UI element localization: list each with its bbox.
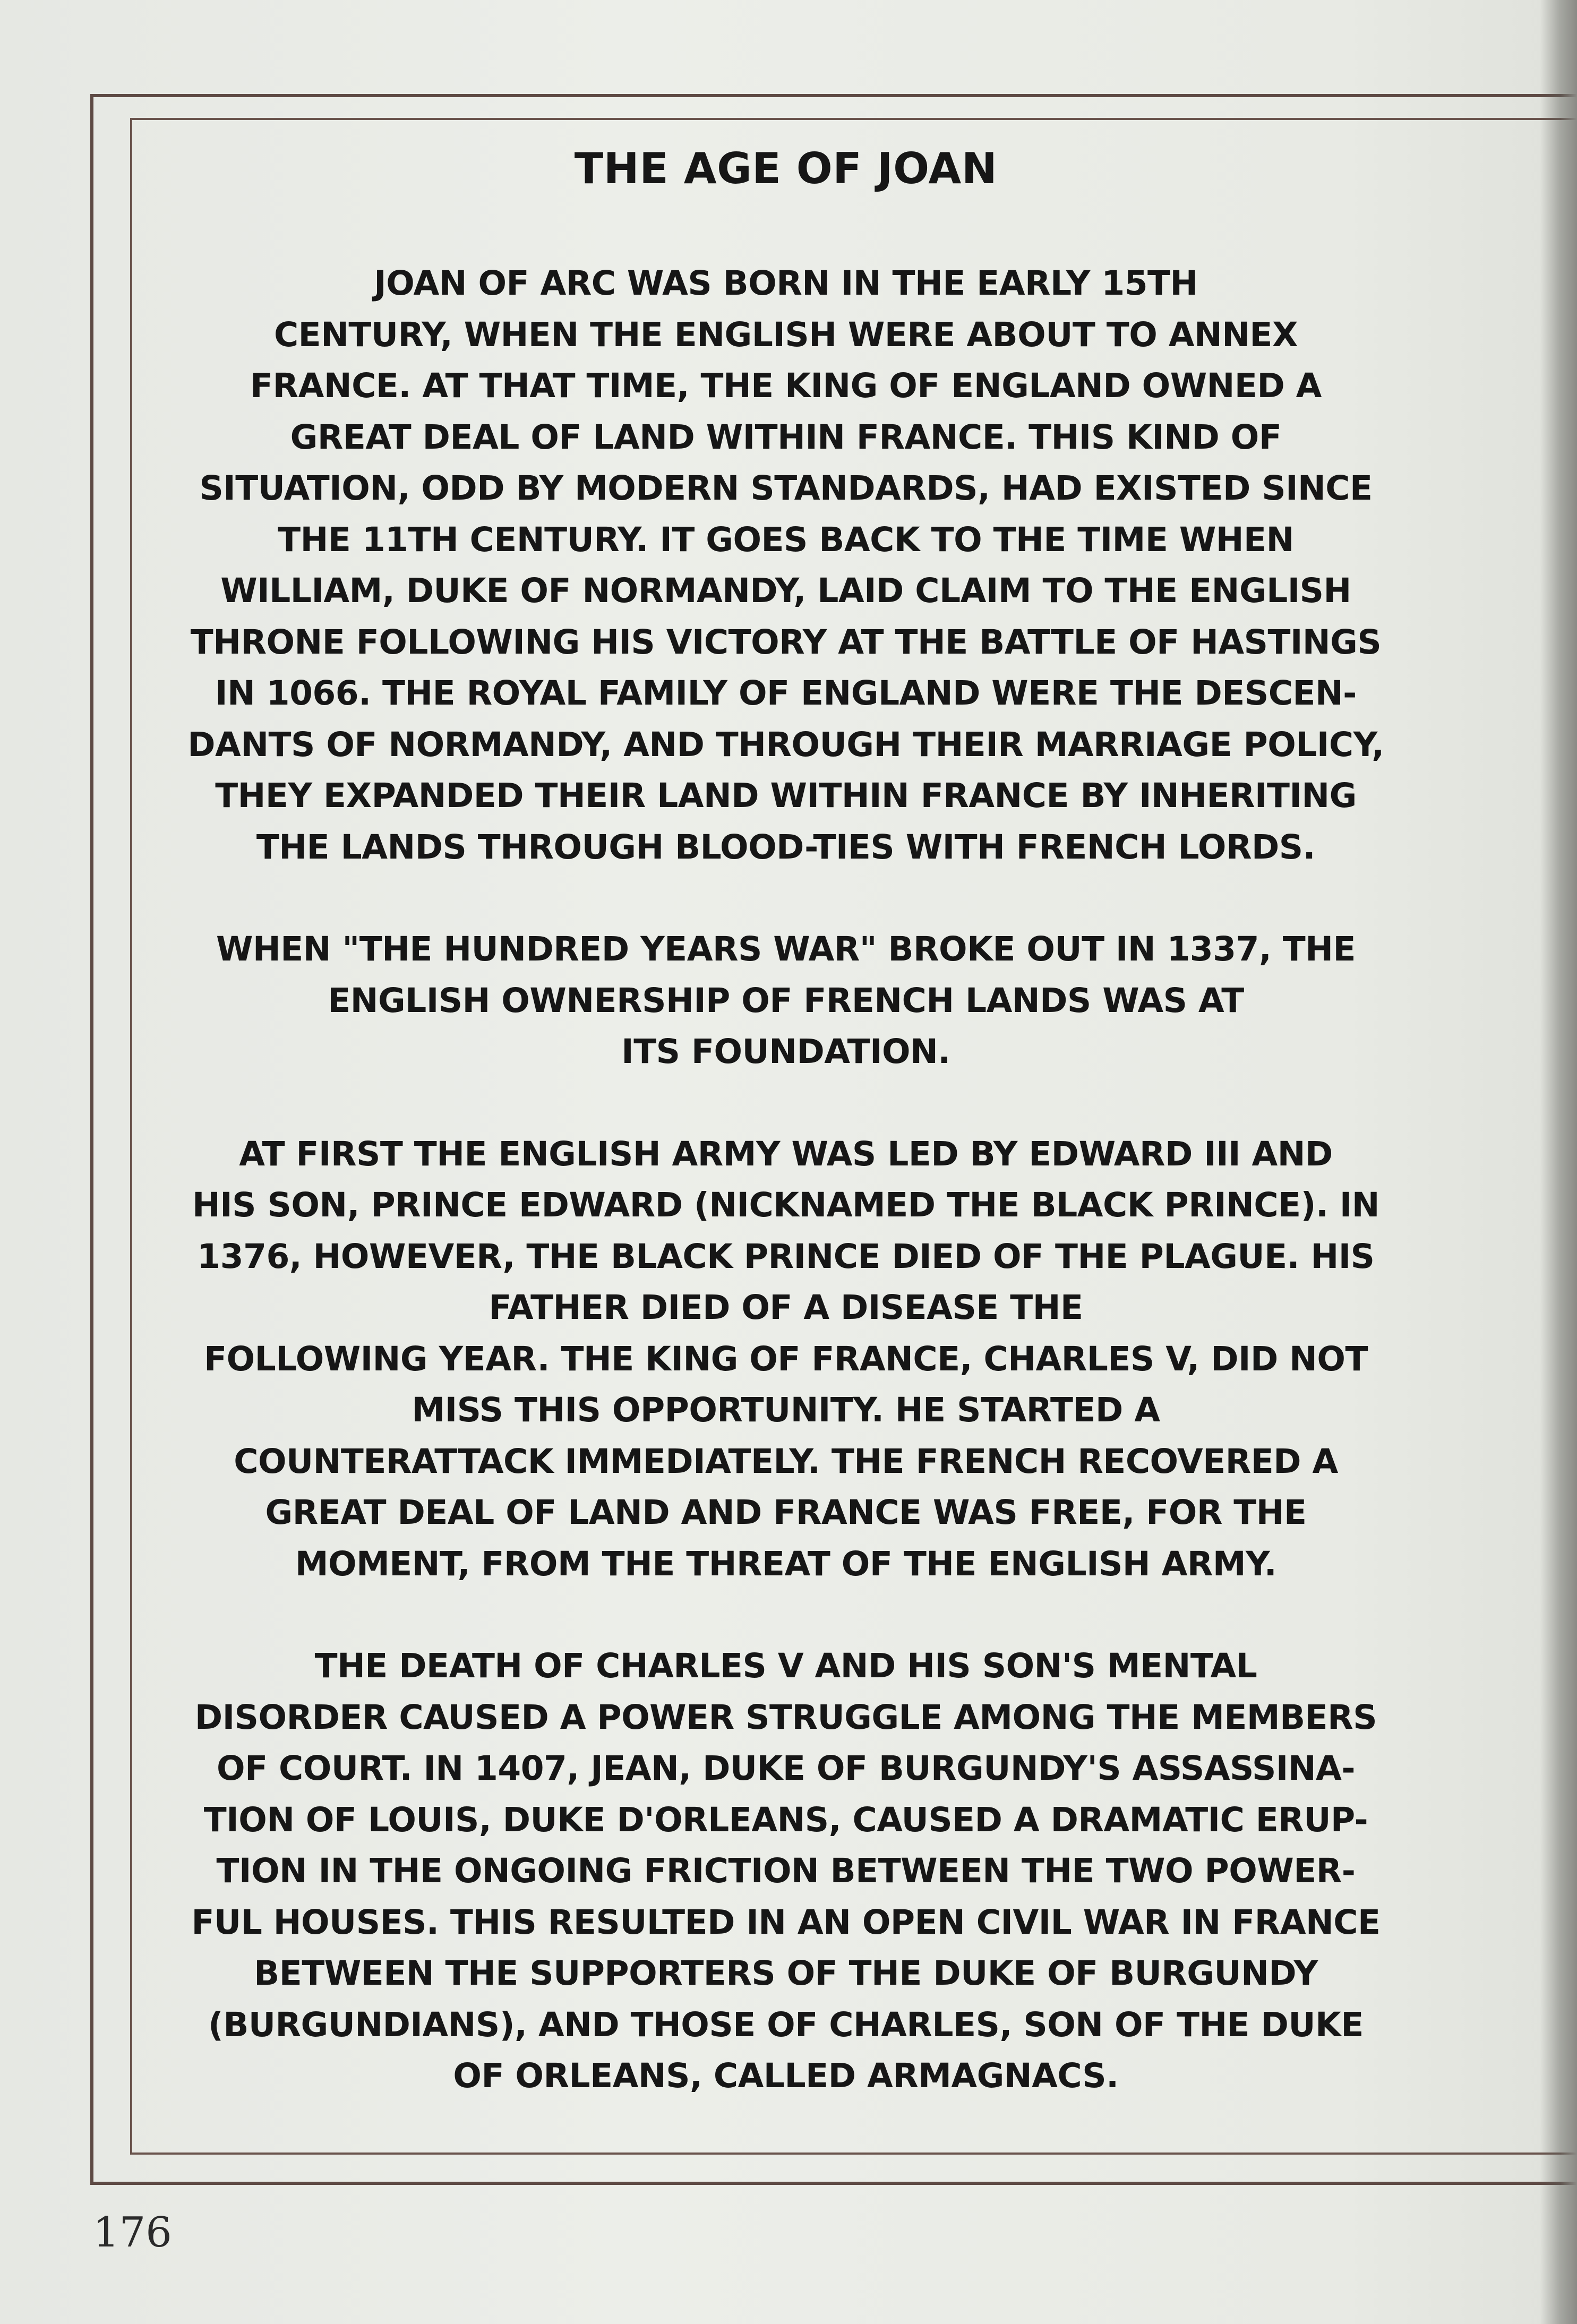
paragraph-4 xyxy=(175,1641,1396,2102)
text-line: THEY EXPANDED THEIR LAND WITHIN FRANCE BY INHERITING xyxy=(215,776,1357,815)
page-number: 176 xyxy=(93,2209,172,2257)
text-line: FATHER DIED OF A DISEASE THE xyxy=(488,1288,1083,1327)
text-line: JOAN OF ARC WAS BORN IN THE EARLY 15TH xyxy=(374,264,1198,303)
text-line: GREAT DEAL OF LAND AND FRANCE WAS FREE, FOR THE xyxy=(265,1493,1307,1532)
page-title: THE AGE OF JOAN xyxy=(574,144,998,193)
text-line: FRANCE. AT THAT TIME, THE KING OF ENGLAND OWNED A xyxy=(250,366,1322,405)
text-line: OF ORLEANS, CALLED ARMAGNACS. xyxy=(453,2056,1119,2095)
paragraph-3 xyxy=(175,1129,1396,1590)
text-line: CENTURY, WHEN THE ENGLISH WERE ABOUT TO ANNEX xyxy=(273,315,1298,354)
text-line: GREAT DEAL OF LAND WITHIN FRANCE. THIS KIND OF xyxy=(290,417,1282,457)
text-line: FUL HOUSES. THIS RESULTED IN AN OPEN CIVIL WAR IN FRANCE xyxy=(191,1902,1381,1942)
text-line: HIS SON, PRINCE EDWARD (NICKNAMED THE BLACK PRINCE). IN xyxy=(192,1186,1379,1224)
text-line: ITS FOUNDATION. xyxy=(621,1032,950,1071)
text-line: COUNTERATTACK IMMEDIATELY. THE FRENCH RECOVERED A xyxy=(234,1442,1338,1481)
text-line: ENGLISH OWNERSHIP OF FRENCH LANDS WAS AT xyxy=(328,981,1244,1020)
book-binding-shadow xyxy=(1540,0,1577,2324)
text-line: TION OF LOUIS, DUKE D'ORLEANS, CAUSED A DRAMATIC ERUP- xyxy=(203,1800,1368,1839)
text-line: TION IN THE ONGOING FRICTION BETWEEN THE TWO POWER- xyxy=(216,1851,1356,1890)
text-panel xyxy=(175,143,1396,2153)
text-line: IN 1066. THE ROYAL FAMILY OF ENGLAND WERE THE DESCEN- xyxy=(215,674,1357,713)
paragraph-1 xyxy=(175,258,1396,873)
text-line: SITUATION, ODD BY MODERN STANDARDS, HAD EXISTED SINCE xyxy=(199,469,1373,508)
text-line: THE LANDS THROUGH BLOOD-TIES WITH FRENCH LORDS. xyxy=(256,827,1316,867)
text-line: DANTS OF NORMANDY, AND THROUGH THEIR MARRIAGE POLICY, xyxy=(187,725,1384,764)
text-line: AT FIRST THE ENGLISH ARMY WAS LED BY EDWARD III AND xyxy=(239,1134,1333,1173)
text-line: THE 11TH CENTURY. IT GOES BACK TO THE TIME WHEN xyxy=(278,520,1294,559)
text-line: FOLLOWING YEAR. THE KING OF FRANCE, CHARLES V, DID NOT xyxy=(204,1339,1368,1378)
text-line: MISS THIS OPPORTUNITY. HE STARTED A xyxy=(412,1391,1160,1429)
text-line: (BURGUNDIANS), AND THOSE OF CHARLES, SON OF THE DUKE xyxy=(208,2005,1364,2044)
text-line: DISORDER CAUSED A POWER STRUGGLE AMONG THE MEMBERS xyxy=(194,1697,1377,1737)
text-line: 1376, HOWEVER, THE BLACK PRINCE DIED OF THE PLAGUE. HIS xyxy=(197,1237,1375,1276)
text-line: MOMENT, FROM THE THREAT OF THE ENGLISH ARMY. xyxy=(295,1544,1277,1583)
text-line: THRONE FOLLOWING HIS VICTORY AT THE BATTLE OF HASTINGS xyxy=(190,622,1382,662)
text-line: BETWEEN THE SUPPORTERS OF THE DUKE OF BURGUNDY xyxy=(254,1954,1318,1993)
text-line: OF COURT. IN 1407, JEAN, DUKE OF BURGUNDY'S ASSASSINA- xyxy=(217,1749,1355,1788)
paragraph-2 xyxy=(175,924,1396,1078)
text-line: WILLIAM, DUKE OF NORMANDY, LAID CLAIM TO THE ENGLISH xyxy=(220,571,1351,610)
text-line: WHEN "THE HUNDRED YEARS WAR" BROKE OUT IN 1337, THE xyxy=(216,930,1356,968)
text-line: THE DEATH OF CHARLES V AND HIS SON'S MENTAL xyxy=(314,1646,1257,1685)
